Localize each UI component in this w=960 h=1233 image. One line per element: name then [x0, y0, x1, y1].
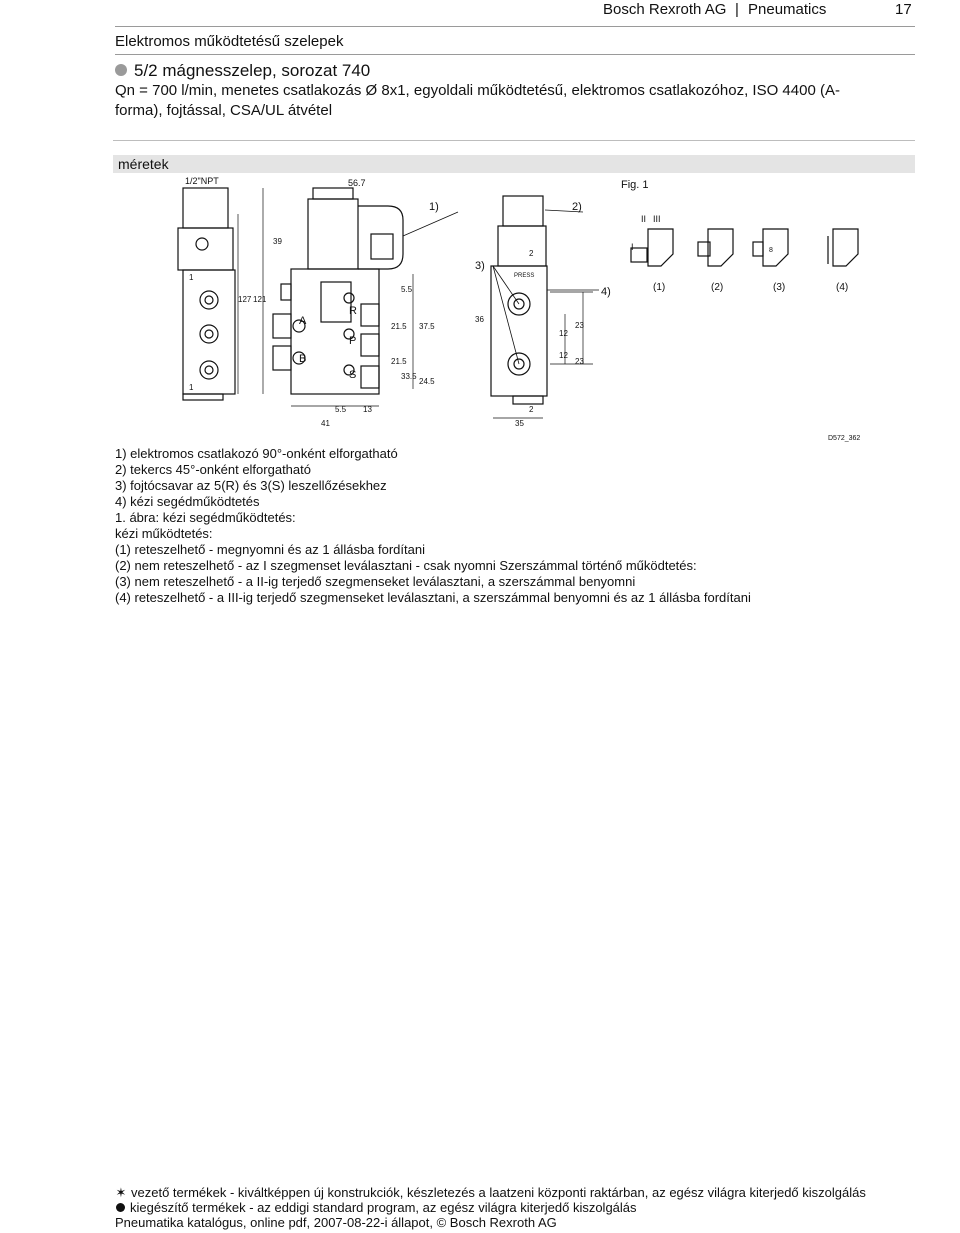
note-3: 3) fojtócsavar az 5(R) és 3(S) leszellőzésekhez [115, 478, 387, 493]
manual-position-1: (1) [653, 282, 666, 293]
dim-8: 8 [769, 247, 773, 254]
port-a: A [299, 315, 307, 327]
dim-13: 13 [363, 405, 372, 414]
product-description: Qn = 700 l/min, menetes csatlakozás Ø 8x1, egyoldali működtetésű, elektromos csatlakozóhoz, ISO 4400 (A-forma), fojtással, CSA/UL átvétel [115, 82, 840, 119]
technical-drawing [113, 174, 915, 444]
product-title [115, 61, 370, 81]
section-label: méretek [118, 156, 169, 172]
note-manual-heading: kézi működtetés: [115, 526, 213, 541]
star-icon: ✶ [115, 1185, 127, 1200]
footer-line-3: Pneumatika katalógus, online pdf, 2007-08-22-i állapot, © Bosch Rexroth AG [115, 1215, 557, 1230]
footer-line-2 [115, 1200, 915, 1215]
header-separator: | [735, 1, 739, 18]
dim-21-5a: 21.5 [391, 322, 407, 331]
dim-21-5b: 21.5 [391, 357, 407, 366]
dim-1a: 1 [189, 273, 194, 282]
port-p: P [349, 335, 357, 347]
notes-list [115, 446, 915, 606]
manual-position-4: (4) [836, 282, 849, 293]
dim-33-5: 33.5 [401, 372, 417, 381]
callout-3: 3) [475, 260, 485, 272]
bullet-icon [115, 64, 127, 76]
section-rule [113, 140, 915, 141]
note-manual-4: (4) reteszelhető - a III-ig terjedő szegmenseket leválasztani, a szerszámmal benyomni és az 1 állásba fordítani [115, 590, 751, 605]
note-manual-3: (3) nem reteszelhető - a II-ig terjedő szegmenseket leválasztani, a szerszámmal benyomni [115, 574, 636, 589]
dim-23b: 23 [575, 357, 584, 366]
manual-position-2: (2) [711, 282, 724, 293]
dim-2b: 2 [529, 405, 534, 414]
header-company: Bosch Rexroth AG [603, 1, 727, 18]
dim-36: 36 [475, 315, 484, 324]
footer-leading-products: vezető termékek - kiváltképpen új konstrukciók, készletezés a laatzeni központi raktárban, az egész világra kiterjedő kiszolgálás [131, 1185, 866, 1200]
footer [115, 1185, 915, 1230]
segment-iii: III [653, 214, 661, 224]
dim-37-5: 37.5 [419, 322, 435, 331]
port-s: S [349, 369, 357, 381]
drawing-code: D572_362 [828, 435, 861, 442]
dim-127: 127 [238, 295, 252, 304]
page-number: 17 [895, 1, 912, 18]
dim-2a: 2 [529, 249, 534, 258]
note-1: 1) elektromos csatlakozó 90°-onként elforgatható [115, 446, 398, 461]
note-manual-2: (2) nem reteszelhető - az I szegmenset leválasztani - csak nyomni Szerszámmal történő működtetés: [115, 558, 697, 573]
dim-41: 41 [321, 419, 330, 428]
port-r: R [349, 305, 357, 317]
product-title-text: 5/2 mágnesszelep, sorozat 740 [134, 61, 371, 80]
section-band [113, 155, 915, 173]
footer-line-1 [115, 1185, 915, 1200]
fig-label: Fig. 1 [621, 179, 649, 191]
thread-label: 1/2"NPT [185, 176, 219, 186]
dim-24-5: 24.5 [419, 377, 435, 386]
dim-23a: 23 [575, 321, 584, 330]
callout-2: 2) [572, 201, 582, 213]
port-b: B [299, 353, 307, 365]
title-rule [115, 54, 915, 55]
header-rule [115, 26, 915, 27]
segment-i: I [631, 242, 634, 252]
press-label: PRESS [514, 273, 535, 279]
segment-ii: II [641, 214, 647, 224]
footer-complementary-products: kiegészítő termékek - az eddigi standard program, az egész világra kiterjedő kiszolgálás [130, 1200, 637, 1215]
dim-56-7: 56.7 [348, 178, 366, 188]
callout-1: 1) [429, 201, 439, 213]
section-title: Elektromos működtetésű szelepek [115, 33, 344, 50]
manual-position-3: (3) [773, 282, 786, 293]
dim-39: 39 [273, 237, 282, 246]
dot-icon [116, 1203, 125, 1212]
note-4: 4) kézi segédműködtetés [115, 494, 260, 509]
dim-121: 121 [253, 295, 267, 304]
dim-5-5a: 5.5 [401, 285, 413, 294]
note-figure: 1. ábra: kézi segédműködtetés: [115, 510, 296, 525]
callout-4: 4) [601, 286, 611, 298]
dim-5-5b: 5.5 [335, 405, 347, 414]
dim-1b: 1 [189, 383, 194, 392]
dim-12b: 12 [559, 351, 568, 360]
note-2: 2) tekercs 45°-onként elforgatható [115, 462, 311, 477]
note-manual-1: (1) reteszelhető - megnyomni és az 1 állásba fordítani [115, 542, 425, 557]
dim-35: 35 [515, 419, 524, 428]
header-division: Pneumatics [748, 1, 827, 18]
dim-12a: 12 [559, 329, 568, 338]
